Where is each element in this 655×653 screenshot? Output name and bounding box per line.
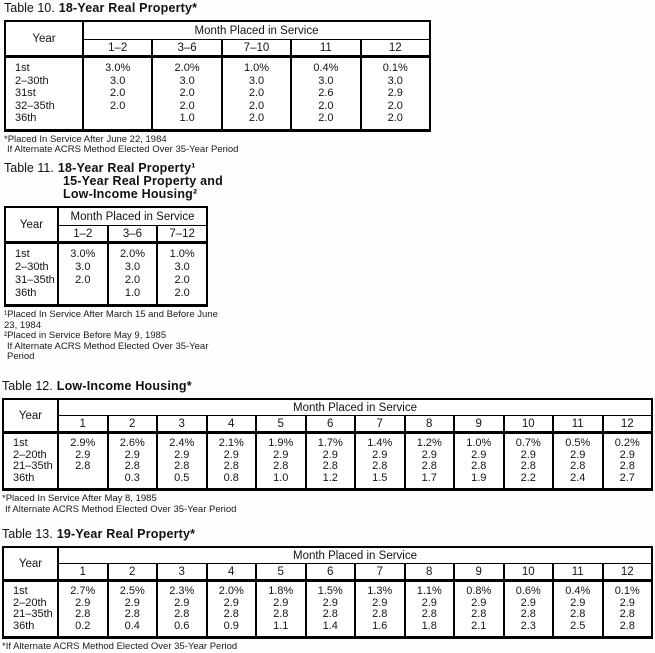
table-row xyxy=(5,274,207,287)
rate-value: 2.8 xyxy=(58,461,108,473)
rate-value: 2.9 xyxy=(207,450,257,462)
rate-value: 3.0 xyxy=(152,75,221,88)
table-title-line xyxy=(4,2,431,15)
rate-value: 2.5 xyxy=(553,621,603,638)
rate-value: 1.4% xyxy=(355,433,405,450)
year-column-header: Year xyxy=(5,21,83,57)
rate-value: 2.0 xyxy=(83,100,152,113)
rate-value: 2.0% xyxy=(207,581,257,598)
year-row-label: 2–20th xyxy=(13,448,47,461)
table10-section xyxy=(4,2,431,156)
table13-wrap xyxy=(2,546,653,639)
month-column-header: 4 xyxy=(207,564,257,581)
rate-value: 2.8 xyxy=(108,461,158,473)
rate-value: 0.4% xyxy=(553,581,603,598)
rate-value: 2.0 xyxy=(222,100,291,113)
rate-value: 2.0 xyxy=(361,112,430,130)
month-column-header: 1–2 xyxy=(83,40,152,57)
rate-value: 2.0% xyxy=(108,243,158,262)
rate-value: 1.7% xyxy=(306,433,356,450)
month-column-header: 1–2 xyxy=(58,226,108,243)
table-12 xyxy=(2,398,653,491)
rate-value: 2.9% xyxy=(58,433,108,450)
rate-value: 2.0 xyxy=(222,87,291,100)
rate-value: 2.8 xyxy=(603,609,653,621)
rate-value: 2.9 xyxy=(553,450,603,462)
month-column-header: 11 xyxy=(553,564,603,581)
rate-value: 1.3% xyxy=(355,581,405,598)
year-column-header: Year xyxy=(3,547,58,581)
year-row-label: 1st xyxy=(15,248,30,260)
rate-value: 3.0% xyxy=(58,243,108,262)
month-column-header: 10 xyxy=(504,564,554,581)
rate-value: 1.9 xyxy=(454,473,504,490)
rate-value: 2.8 xyxy=(306,461,356,473)
rate-value: 2.0 xyxy=(361,100,430,113)
table11-wrap xyxy=(4,206,223,307)
rate-value: 2.8 xyxy=(454,609,504,621)
footnote: If Alternate ACRS Method Elected Over 35-Year Period xyxy=(7,340,209,362)
table-row xyxy=(3,461,652,473)
rate-value: 0.2 xyxy=(58,621,108,638)
rate-value: 2.0 xyxy=(152,100,221,113)
rate-value: 0.5% xyxy=(553,433,603,450)
month-column-header: 1 xyxy=(58,416,108,433)
table-row xyxy=(5,112,430,130)
rate-value: 2.5% xyxy=(108,581,158,598)
rate-value: 2.9 xyxy=(603,598,653,610)
table13-section xyxy=(2,528,653,653)
rate-value: 0.5 xyxy=(157,473,207,490)
rate-value: 2.1 xyxy=(454,621,504,638)
header-row-group xyxy=(3,547,652,564)
rate-value: 1.0% xyxy=(157,243,207,262)
rate-value: 2.8 xyxy=(454,461,504,473)
rate-value: 2.8 xyxy=(157,609,207,621)
rate-value: 1.2% xyxy=(405,433,455,450)
header-row-group xyxy=(5,21,430,40)
rate-value: 0.2% xyxy=(603,433,653,450)
rate-value: 2.9 xyxy=(306,450,356,462)
month-column-header: 10 xyxy=(504,416,554,433)
month-column-header: 2 xyxy=(108,416,158,433)
rate-value: 3.0 xyxy=(108,261,158,274)
header-row-group xyxy=(3,399,652,416)
year-row-label: 21–35th xyxy=(13,460,53,472)
month-placed-in-service-header: Month Placed in Service xyxy=(58,207,207,226)
table11-footnotes xyxy=(4,310,222,363)
rate-value: 2.7% xyxy=(58,581,108,598)
table-11 xyxy=(4,206,208,307)
rate-value: 2.9 xyxy=(355,450,405,462)
year-row-label: 1st xyxy=(13,437,28,449)
table-title-line xyxy=(2,528,653,541)
rate-value: 2.9 xyxy=(256,450,306,462)
month-column-header: 12 xyxy=(603,564,653,581)
rate-value: 2.0 xyxy=(291,100,360,113)
year-column-header: Year xyxy=(5,207,58,243)
rate-value: 2.0 xyxy=(58,274,108,287)
table-number: Table 13. xyxy=(2,527,53,541)
table-row xyxy=(5,75,430,88)
rate-value: 2.8 xyxy=(603,621,653,638)
month-column-header: 6 xyxy=(306,416,356,433)
rate-value: 0.6 xyxy=(157,621,207,638)
rate-value: 2.8 xyxy=(603,461,653,473)
rate-value: 2.9 xyxy=(108,598,158,610)
month-column-header: 7–12 xyxy=(157,226,207,243)
month-column-header: 9 xyxy=(454,416,504,433)
month-column-header: 1 xyxy=(58,564,108,581)
table10-title xyxy=(4,2,431,15)
rate-value: 2.6% xyxy=(108,433,158,450)
table-title-text: Low-Income Housing* xyxy=(56,379,192,393)
header-row-group xyxy=(5,207,207,226)
rate-value: 2.8 xyxy=(504,609,554,621)
month-column-header: 11 xyxy=(291,40,360,57)
rate-value: 0.3 xyxy=(108,473,158,490)
table-number: Table 12. xyxy=(2,379,53,393)
rate-value: 1.0 xyxy=(108,287,158,306)
rate-value: 0.8% xyxy=(454,581,504,598)
rate-value: 2.8 xyxy=(355,461,405,473)
rate-value: 2.8 xyxy=(306,609,356,621)
table-row xyxy=(5,287,207,306)
footnote: *Placed In Service After May 8, 1985 xyxy=(2,493,157,504)
table-title-line xyxy=(4,188,223,201)
table-row xyxy=(3,609,652,621)
rate-value: 0.4 xyxy=(108,621,158,638)
footnote: ¹Placed In Service After March 15 and Before June 23, 1984 xyxy=(4,309,218,331)
rate-value: 2.0 xyxy=(291,112,360,130)
year-column-header: Year xyxy=(3,399,58,433)
footnote: If Alternate ACRS Method Elected Over 35-Year Period xyxy=(5,503,237,515)
table-row xyxy=(5,243,207,262)
rate-value: 2.9 xyxy=(157,598,207,610)
rate-value: 0.7% xyxy=(504,433,554,450)
table-row xyxy=(3,621,652,638)
year-row-label: 2–30th xyxy=(15,74,49,87)
rate-value: 2.9 xyxy=(355,598,405,610)
rate-value: 2.0 xyxy=(152,87,221,100)
rate-value: 0.8 xyxy=(207,473,257,490)
year-row-label: 36th xyxy=(13,471,35,484)
rate-value: 2.8 xyxy=(355,609,405,621)
rate-value: 2.9 xyxy=(454,598,504,610)
table-row xyxy=(5,261,207,274)
rate-value: 3.0 xyxy=(58,261,108,274)
month-column-header: 12 xyxy=(361,40,430,57)
rate-value: 2.8 xyxy=(405,609,455,621)
rate-value: 2.8 xyxy=(405,461,455,473)
rate-value xyxy=(58,287,108,306)
year-row-label: 1st xyxy=(15,62,30,74)
rate-value: 1.6 xyxy=(355,621,405,638)
year-row-label: 21–35th xyxy=(13,608,53,620)
rate-value: 3.0% xyxy=(83,57,152,75)
rate-value: 2.0 xyxy=(157,287,207,306)
rate-value: 2.4 xyxy=(553,473,603,490)
footnote: *If Alternate ACRS Method Elected Over 35-Year Period xyxy=(2,641,238,652)
year-row-label: 36th xyxy=(15,287,37,299)
rate-value: 2.9 xyxy=(603,450,653,462)
year-row-label: 1st xyxy=(13,585,28,597)
rate-value: 2.9 xyxy=(405,598,455,610)
year-row-label: 31–35th xyxy=(15,274,55,286)
month-column-header: 6 xyxy=(306,564,356,581)
table-title-text: 18-Year Real Property¹ xyxy=(57,161,196,175)
rate-value: 1.5 xyxy=(355,473,405,490)
table-title-text: Low-Income Housing² xyxy=(63,187,198,201)
rate-value: 2.6 xyxy=(291,87,360,100)
rate-value: 2.1% xyxy=(207,433,257,450)
month-column-header: 11 xyxy=(553,416,603,433)
table-row xyxy=(3,581,652,598)
rate-value: 3.0 xyxy=(157,261,207,274)
rate-value: 2.3 xyxy=(504,621,554,638)
rate-value: 2.0% xyxy=(152,57,221,75)
rate-value: 1.8% xyxy=(256,581,306,598)
rate-value: 2.8 xyxy=(108,609,158,621)
year-row-label: 31st xyxy=(15,87,36,99)
rate-value: 2.7 xyxy=(603,473,653,490)
footnote: *Placed In Service After June 22, 1984 xyxy=(4,133,167,145)
rate-value: 2.9 xyxy=(454,450,504,462)
table12-title xyxy=(2,380,653,393)
month-placed-in-service-header: Month Placed in Service xyxy=(83,21,430,40)
table12-section xyxy=(2,380,653,515)
rate-value: 1.5% xyxy=(306,581,356,598)
month-column-header: 3 xyxy=(157,564,207,581)
year-row-label: 32–35th xyxy=(15,99,55,112)
table-row xyxy=(5,57,430,75)
rate-value: 0.1% xyxy=(603,581,653,598)
rate-value: 1.0 xyxy=(256,473,306,490)
month-column-header: 7 xyxy=(355,564,405,581)
footnote: ²Placed in Service Before May 9, 1985 xyxy=(4,330,167,341)
rate-value xyxy=(58,473,108,490)
rate-value: 2.0 xyxy=(222,112,291,130)
month-column-header: 12 xyxy=(603,416,653,433)
year-row-label: 36th xyxy=(13,619,35,632)
table-number: Table 11. xyxy=(4,161,54,175)
rate-value: 1.7 xyxy=(405,473,455,490)
table-title-text: 18-Year Real Property* xyxy=(58,1,198,15)
rate-value: 2.8 xyxy=(256,609,306,621)
table-title-line xyxy=(2,380,653,393)
rate-value: 2.9 xyxy=(58,450,108,462)
rate-value: 2.8 xyxy=(207,609,257,621)
rate-value: 2.9 xyxy=(405,450,455,462)
month-placed-in-service-header: Month Placed in Service xyxy=(58,547,652,564)
rate-value: 2.0 xyxy=(157,274,207,287)
month-column-header: 8 xyxy=(405,564,455,581)
rate-value: 2.8 xyxy=(504,461,554,473)
table-13 xyxy=(2,546,653,639)
rate-value: 2.3% xyxy=(157,581,207,598)
month-column-header: 5 xyxy=(256,416,306,433)
table10-footnotes xyxy=(4,135,431,156)
rate-value: 1.8 xyxy=(405,621,455,638)
rate-value: 2.9 xyxy=(207,598,257,610)
month-column-header: 4 xyxy=(207,416,257,433)
month-column-header: 2 xyxy=(108,564,158,581)
table12-footnotes xyxy=(2,494,653,515)
rate-value: 2.0 xyxy=(83,87,152,100)
rate-value: 2.8 xyxy=(207,461,257,473)
rate-value: 3.0 xyxy=(291,75,360,88)
month-column-header: 7–10 xyxy=(222,40,291,57)
year-row-label: 36th xyxy=(15,112,37,124)
table-title-text: 15-Year Real Property and xyxy=(63,174,223,188)
table11-title xyxy=(4,162,223,201)
rate-value: 1.0% xyxy=(222,57,291,75)
table12-wrap xyxy=(2,398,653,491)
month-column-header: 8 xyxy=(405,416,455,433)
table13-footnotes xyxy=(2,642,653,653)
header-row-months xyxy=(3,416,652,433)
rate-value: 0.9 xyxy=(207,621,257,638)
year-row-label: 2–30th xyxy=(15,261,49,273)
table11-section xyxy=(4,162,223,363)
table10-wrap xyxy=(4,20,431,132)
footnote: If Alternate ACRS Method Elected Over 35-Year Period xyxy=(7,144,239,155)
rate-value: 2.9 xyxy=(361,87,430,100)
rate-value: 2.4% xyxy=(157,433,207,450)
month-column-header: 3–6 xyxy=(152,40,221,57)
rate-value: 2.9 xyxy=(256,598,306,610)
table-row xyxy=(3,433,652,450)
table-row xyxy=(5,87,430,100)
table-title-text: 19-Year Real Property* xyxy=(56,527,196,541)
rate-value: 3.0 xyxy=(361,75,430,88)
rate-value: 2.9 xyxy=(553,598,603,610)
rate-value: 2.0 xyxy=(108,274,158,287)
table13-title xyxy=(2,528,653,541)
rate-value: 2.2 xyxy=(504,473,554,490)
rate-value: 1.1% xyxy=(405,581,455,598)
month-placed-in-service-header: Month Placed in Service xyxy=(58,399,652,416)
year-row-label: 2–20th xyxy=(13,596,47,609)
header-row-months xyxy=(3,564,652,581)
rate-value: 2.8 xyxy=(58,609,108,621)
table-row xyxy=(3,473,652,490)
rate-value: 2.9 xyxy=(504,450,554,462)
month-column-header: 9 xyxy=(454,564,504,581)
month-column-header: 3 xyxy=(157,416,207,433)
month-column-header: 3–6 xyxy=(108,226,158,243)
rate-value: 3.0 xyxy=(83,75,152,88)
rate-value: 2.8 xyxy=(553,461,603,473)
rate-value: 1.4 xyxy=(306,621,356,638)
rate-value: 2.8 xyxy=(157,461,207,473)
rate-value: 1.9% xyxy=(256,433,306,450)
rate-value: 2.9 xyxy=(108,450,158,462)
rate-value: 0.1% xyxy=(361,57,430,75)
month-column-header: 5 xyxy=(256,564,306,581)
rate-value: 0.6% xyxy=(504,581,554,598)
rate-value: 2.9 xyxy=(306,598,356,610)
rate-value: 2.9 xyxy=(157,450,207,462)
rate-value: 0.4% xyxy=(291,57,360,75)
rate-value: 1.2 xyxy=(306,473,356,490)
rate-value: 1.1 xyxy=(256,621,306,638)
table-row xyxy=(5,100,430,113)
rate-value: 2.9 xyxy=(58,598,108,610)
rate-value: 2.9 xyxy=(504,598,554,610)
month-column-header: 7 xyxy=(355,416,405,433)
rate-value: 2.8 xyxy=(553,609,603,621)
rate-value: 2.8 xyxy=(256,461,306,473)
rate-value: 1.0 xyxy=(152,112,221,130)
rate-value: 3.0 xyxy=(222,75,291,88)
rate-value: 1.0% xyxy=(454,433,504,450)
table-number: Table 10. xyxy=(4,1,55,15)
rate-value xyxy=(83,112,152,130)
table-10 xyxy=(4,20,431,132)
